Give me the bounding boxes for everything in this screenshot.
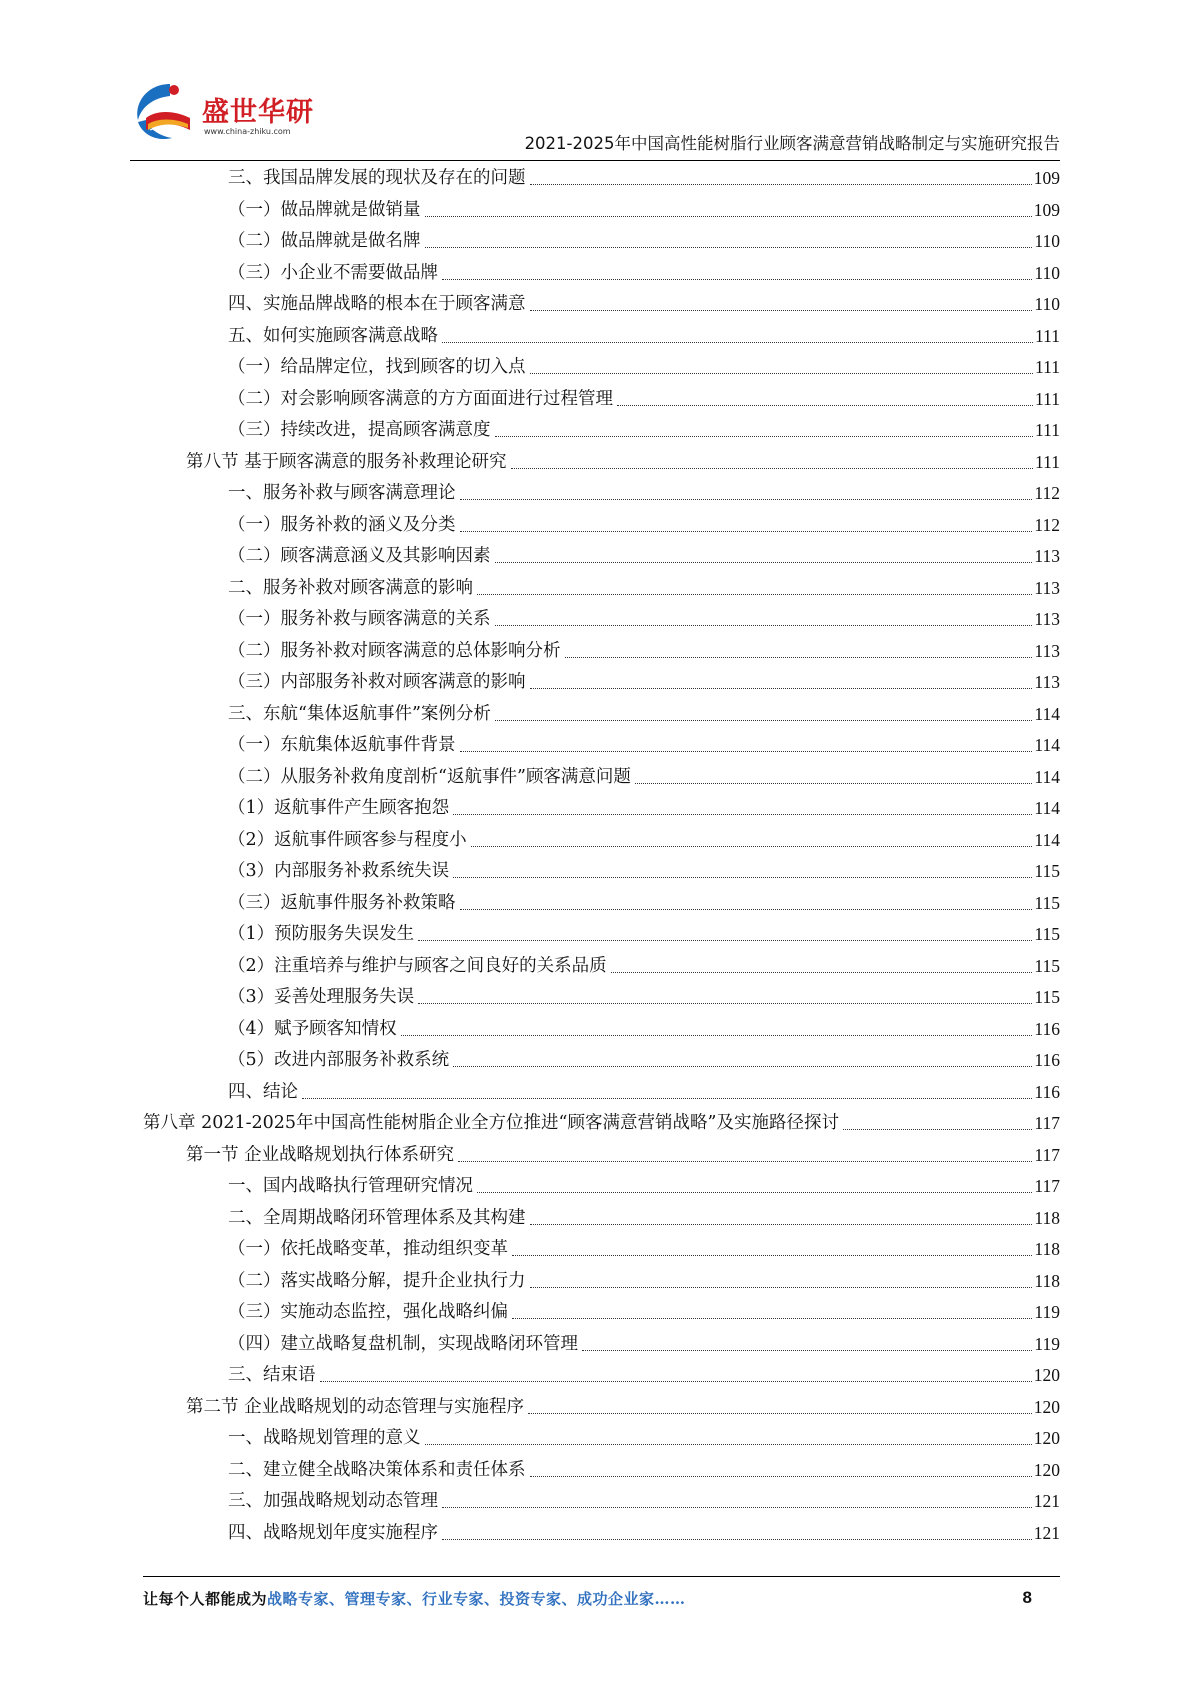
toc-dot-leader [442,279,1032,280]
toc-entry-page: 116 [1034,1081,1060,1102]
toc-entry[interactable] [143,1234,1060,1266]
toc-entry-page: 113 [1034,609,1060,629]
toc-dot-leader [617,405,1033,406]
toc-entry-page: 120 [1033,1396,1060,1417]
toc-entry-page: 110 [1034,262,1060,283]
toc-entry-page: 110 [1034,231,1060,251]
toc-entry-title: 三、东航“集体返航事件”案例分析 [228,703,491,724]
toc-entry-page: 120 [1033,1428,1060,1448]
toc-dot-leader [460,751,1033,752]
toc-dot-leader [458,1161,1032,1162]
toc-entry-title: （三）实施动态监控，强化战略纠偏 [228,1302,508,1322]
toc-dot-leader [453,877,1032,878]
toc-entry[interactable] [143,478,1060,510]
toc-entry-title: （三）返航事件服务补救策略 [228,892,456,913]
toc-dot-leader [530,373,1034,374]
logo-emblem-icon [130,78,204,148]
toc-dot-leader [425,247,1033,248]
toc-dot-leader [460,909,1033,910]
toc-entry-title: （4）赋予顾客知情权 [228,1018,397,1039]
toc-entry-title: 第一节 企业战略规划执行体系研究 [186,1144,455,1165]
toc-entry[interactable] [143,1266,1060,1298]
toc-entry-title: （3）妥善处理服务失误 [228,987,415,1007]
toc-entry-page: 109 [1033,199,1060,220]
toc-dot-leader [460,499,1033,500]
toc-dot-leader [635,783,1032,784]
toc-entry[interactable] [143,1518,1060,1550]
report-title: 2021-2025年中国高性能树脂行业顾客满意营销战略制定与实施研究报告 [524,134,1060,153]
toc-entry-page: 112 [1034,483,1060,503]
header-divider [130,160,1060,161]
toc-entry-page: 112 [1034,514,1060,535]
toc-dot-leader [530,1224,1033,1225]
toc-entry[interactable] [143,1108,1060,1140]
toc-entry-page: 109 [1033,168,1060,188]
toc-entry-title: 二、全周期战略闭环管理体系及其构建 [228,1207,526,1228]
toc-entry[interactable] [143,856,1060,888]
toc-entry-page: 117 [1034,1144,1060,1165]
toc-entry-title: （二）从服务补救角度剖析“返航事件”顾客满意问题 [228,766,631,787]
toc-entry[interactable] [143,982,1060,1014]
page-header [130,78,1060,158]
toc-entry[interactable] [143,1077,1060,1109]
toc-entry-page: 115 [1034,892,1060,913]
toc-entry-page: 114 [1034,735,1060,755]
toc-entry-title: （三）内部服务补救对顾客满意的影响 [228,672,526,692]
toc-dot-leader [442,1539,1032,1540]
toc-entry[interactable] [143,604,1060,636]
toc-entry-page: 116 [1034,1018,1060,1039]
toc-entry-title: （二）做品牌就是做名牌 [228,231,421,251]
toc-entry-page: 121 [1033,1491,1060,1511]
toc-dot-leader [511,468,1033,469]
toc-entry[interactable] [143,541,1060,573]
page-footer [143,1588,1060,1612]
toc-entry-page: 115 [1034,987,1060,1007]
toc-entry-title: （一）服务补救与顾客满意的关系 [228,609,491,629]
toc-entry-title: （一）给品牌定位，找到顾客的切入点 [228,357,526,377]
toc-dot-leader [565,657,1033,658]
toc-entry-title: （2）注重培养与维护与顾客之间良好的关系品质 [228,955,607,976]
toc-entry-page: 111 [1035,388,1060,409]
toc-entry[interactable] [143,163,1060,195]
footer-slogan [143,1588,686,1609]
toc-entry-page: 114 [1034,703,1060,724]
toc-entry[interactable] [143,352,1060,384]
toc-entry-title: 一、战略规划管理的意义 [228,1428,421,1448]
toc-entry-title: （二）对会影响顾客满意的方方面面进行过程管理 [228,388,613,409]
table-of-contents [143,163,1060,1549]
toc-entry[interactable] [143,762,1060,794]
slogan-highlight: 战略专家、管理专家、行业专家、投资专家、成功企业家…… [267,1590,686,1608]
toc-dot-leader [495,436,1034,437]
toc-entry-page: 111 [1035,357,1060,377]
toc-entry[interactable] [143,1360,1060,1392]
toc-entry[interactable] [143,1045,1060,1077]
toc-entry-page: 119 [1034,1333,1060,1354]
toc-entry-page: 121 [1033,1522,1060,1543]
toc-entry-title: （一）依托战略变革，推动组织变革 [228,1239,508,1259]
toc-entry-page: 111 [1035,420,1060,440]
toc-entry[interactable] [143,1392,1060,1424]
toc-entry-page: 114 [1034,766,1060,787]
toc-entry-page: 115 [1034,955,1060,976]
toc-entry-title: 三、加强战略规划动态管理 [228,1491,438,1511]
toc-entry[interactable] [143,1203,1060,1235]
toc-entry-page: 111 [1035,325,1060,346]
toc-dot-leader [843,1129,1032,1130]
toc-entry-page: 116 [1034,1050,1060,1070]
toc-entry-title: 二、服务补救对顾客满意的影响 [228,577,473,598]
toc-dot-leader [477,1192,1032,1193]
toc-dot-leader [530,688,1033,689]
toc-entry-title: 第八节 基于顾客满意的服务补救理论研究 [186,451,507,472]
toc-dot-leader [582,1350,1032,1351]
toc-entry[interactable] [143,1014,1060,1046]
toc-entry-page: 115 [1034,924,1060,944]
toc-entry[interactable] [143,258,1060,290]
toc-entry-title: （三）持续改进，提高顾客满意度 [228,420,491,440]
toc-entry-page: 119 [1034,1302,1060,1322]
logo-url: www.china-zhiku.com [204,127,291,136]
toc-dot-leader [401,1035,1033,1036]
toc-entry-page: 113 [1034,672,1060,692]
toc-entry[interactable] [143,888,1060,920]
toc-dot-leader [460,531,1033,532]
toc-dot-leader [495,625,1033,626]
toc-entry[interactable] [143,384,1060,416]
toc-dot-leader [530,1287,1033,1288]
toc-dot-leader [477,594,1032,595]
toc-entry-title: （二）落实战略分解，提升企业执行力 [228,1270,526,1291]
toc-dot-leader [453,814,1032,815]
toc-entry[interactable] [143,1297,1060,1329]
toc-entry-page: 111 [1035,451,1060,472]
toc-entry-title: （一）服务补救的涵义及分类 [228,514,456,535]
toc-entry-title: 四、实施品牌战略的根本在于顾客满意 [228,294,526,314]
toc-dot-leader [495,562,1033,563]
toc-entry-title: （5）改进内部服务补救系统 [228,1050,450,1070]
toc-entry-page: 117 [1034,1113,1060,1133]
toc-entry-page: 113 [1034,640,1060,661]
toc-entry[interactable] [143,793,1060,825]
toc-dot-leader [425,1444,1032,1445]
toc-entry-title: 四、结论 [228,1081,298,1102]
toc-entry-title: （一）做品牌就是做销量 [228,199,421,220]
toc-entry[interactable] [143,1329,1060,1361]
toc-entry[interactable] [143,667,1060,699]
toc-dot-leader [530,1476,1032,1477]
toc-entry[interactable] [143,447,1060,479]
toc-entry[interactable] [143,919,1060,951]
toc-entry-page: 117 [1034,1176,1060,1196]
toc-entry[interactable] [143,730,1060,762]
toc-entry-title: （1）预防服务失误发生 [228,924,415,944]
toc-entry[interactable] [143,321,1060,353]
toc-entry-title: 一、国内战略执行管理研究情况 [228,1176,473,1196]
toc-dot-leader [611,972,1033,973]
toc-dot-leader [442,342,1033,343]
toc-entry-page: 113 [1034,577,1060,598]
toc-dot-leader [471,846,1033,847]
toc-entry-page: 115 [1034,861,1060,881]
toc-entry-page: 110 [1034,294,1060,314]
toc-dot-leader [512,1255,1032,1256]
toc-dot-leader [418,1003,1032,1004]
toc-dot-leader [530,310,1033,311]
toc-entry[interactable] [143,510,1060,542]
toc-dot-leader [320,1381,1032,1382]
toc-entry[interactable] [143,951,1060,983]
toc-entry[interactable] [143,636,1060,668]
page-number: 8 [1022,1588,1032,1607]
toc-entry[interactable] [143,573,1060,605]
toc-entry-title: 二、建立健全战略决策体系和责任体系 [228,1459,526,1480]
toc-dot-leader [530,184,1032,185]
company-logo [130,78,330,148]
toc-dot-leader [442,1507,1032,1508]
toc-entry-title: 五、如何实施顾客满意战略 [228,325,438,346]
toc-entry-page: 114 [1034,798,1060,818]
slogan-prefix: 让每个人都能成为 [143,1590,268,1608]
toc-entry[interactable] [143,699,1060,731]
toc-entry-title: 第二节 企业战略规划的动态管理与实施程序 [186,1396,525,1417]
toc-entry-title: （二）服务补救对顾客满意的总体影响分析 [228,640,561,661]
toc-entry-page: 120 [1033,1459,1060,1480]
toc-entry[interactable] [143,415,1060,447]
toc-entry[interactable] [143,1140,1060,1172]
logo-name: 盛世华研 [202,97,314,128]
toc-entry[interactable] [143,289,1060,321]
toc-entry-title: 一、服务补救与顾客满意理论 [228,483,456,503]
toc-entry[interactable] [143,195,1060,227]
toc-entry-title: 三、我国品牌发展的现状及存在的问题 [228,168,526,188]
toc-dot-leader [302,1098,1032,1099]
toc-dot-leader [528,1413,1032,1414]
toc-entry-title: （三）小企业不需要做品牌 [228,262,438,283]
toc-dot-leader [512,1318,1032,1319]
toc-entry-page: 113 [1034,546,1060,566]
toc-dot-leader [495,720,1032,721]
toc-entry[interactable] [143,1486,1060,1518]
toc-entry[interactable] [143,825,1060,857]
toc-entry[interactable] [143,226,1060,258]
toc-entry-title: （2）返航事件顾客参与程度小 [228,829,467,850]
toc-entry-title: 四、战略规划年度实施程序 [228,1522,438,1543]
toc-entry[interactable] [143,1455,1060,1487]
toc-entry-title: （3）内部服务补救系统失误 [228,861,450,881]
toc-entry[interactable] [143,1171,1060,1203]
toc-entry-title: 三、结束语 [228,1365,316,1385]
toc-entry-title: （二）顾客满意涵义及其影响因素 [228,546,491,566]
toc-entry[interactable] [143,1423,1060,1455]
toc-entry-title: 第八章 2021-2025年中国高性能树脂企业全方位推进“顾客满意营销战略”及实施路径探讨 [143,1113,839,1133]
toc-entry-page: 118 [1034,1207,1060,1228]
toc-dot-leader [425,216,1032,217]
toc-entry-page: 114 [1034,829,1060,850]
toc-entry-page: 120 [1033,1365,1060,1385]
footer-divider [143,1576,1060,1577]
toc-entry-title: （一）东航集体返航事件背景 [228,735,456,755]
toc-entry-page: 118 [1034,1239,1060,1259]
toc-dot-leader [453,1066,1032,1067]
toc-entry-page: 118 [1034,1270,1060,1291]
toc-entry-title: （四）建立战略复盘机制，实现战略闭环管理 [228,1333,578,1354]
toc-dot-leader [418,940,1032,941]
toc-entry-title: （1）返航事件产生顾客抱怨 [228,798,450,818]
